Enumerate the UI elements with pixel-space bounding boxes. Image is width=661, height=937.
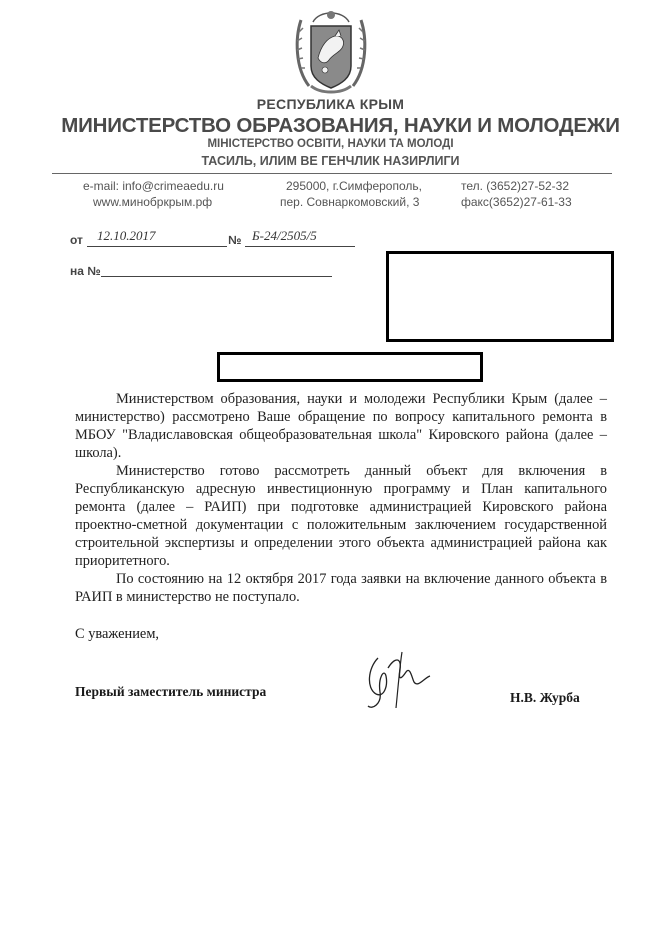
ministry-name-ukrainian: МІНІСТЕРСТВО ОСВІТИ, НАУКИ ТА МОЛОДІ <box>207 138 454 150</box>
number-underline <box>245 246 355 247</box>
handwritten-signature <box>358 648 438 716</box>
redacted-addressee-box <box>386 251 614 342</box>
website-address: www.минобркрым.рф <box>93 195 213 209</box>
ministry-name: МИНИСТЕРСТВО ОБРАЗОВАНИЯ, НАУКИ И МОЛОДЕЖИ <box>61 114 620 137</box>
date-underline <box>87 246 227 247</box>
number-label: № <box>228 233 242 247</box>
outgoing-number: Б-24/2505/5 <box>252 228 317 243</box>
ministry-name-crimean-tatar: ТАСИЛЬ, ИЛИМ ВЕ ГЕНЧЛИК НАЗИРЛИГИ <box>201 154 460 168</box>
postal-address-line2: пер. Совнаркомовский, 3 <box>280 195 420 209</box>
body-paragraph: По состоянию на 12 октября 2017 года заявки на включение данного объекта в РАИП в министерство не поступало. <box>75 571 607 605</box>
reference-underline <box>101 276 332 277</box>
postal-address-line1: 295000, г.Симферополь, <box>286 179 422 193</box>
body-paragraph: Министерство готово рассмотреть данный объект для включения в Республиканскую адресную инвестиционную программу и План капитального ремонта (далее – РАИП) при подготовке администрацией Кировского района проектно-сметной документации с положительным заключением государственной строительной экспертизы и определении этого объекта администрацией района как приоритетного. <box>75 463 607 569</box>
reference-label: на № <box>70 264 101 278</box>
body-paragraph: Министерством образования, науки и молодежи Республики Крым (далее – министерство) рассмотрено Ваше обращение по вопросу капитального ремонта в МБОУ "Владиславовская общеобразовательная школа" Кировского района (далее – школа). <box>75 391 607 461</box>
date-label: от <box>70 233 83 247</box>
phone-number: тел. (3652)27-52-32 <box>461 179 570 193</box>
signatory-name: Н.В. Журба <box>510 690 580 705</box>
closing-regards: С уважением, <box>75 626 160 642</box>
fax-number: факс(3652)27-61-33 <box>461 195 572 209</box>
republic-name: РЕСПУБЛИКА КРЫМ <box>256 96 405 112</box>
header-divider <box>52 173 612 174</box>
outgoing-date: 12.10.2017 <box>97 228 156 243</box>
email-address: e-mail: info@crimeaedu.ru <box>83 179 224 193</box>
redacted-salutation-box <box>217 352 483 382</box>
letter-body <box>75 390 607 606</box>
signatory-title: Первый заместитель министра <box>75 684 267 699</box>
coat-of-arms-icon <box>291 8 371 98</box>
